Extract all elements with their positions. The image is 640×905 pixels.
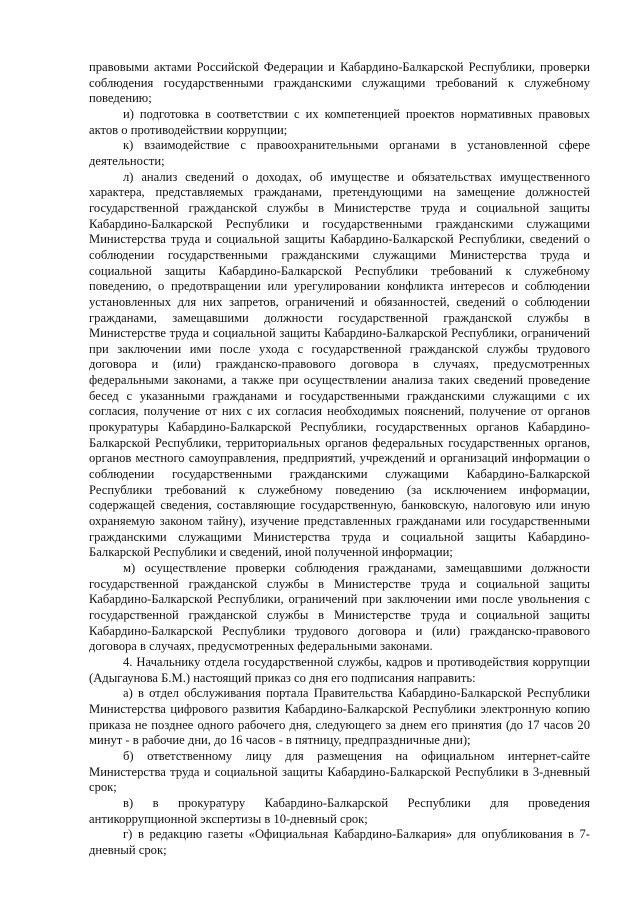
paragraph-item-a: а) в отдел обслуживания портала Правительства Кабардино-Балкарской Республики Министерства цифрового развития Кабардино-Балкарской Республики электронную копию приказа не позднее одного рабочего дня, следующего за днем его принятия (до 17 часов 20 минут - в рабочие дни, до 16 часов - в пятницу, предпраздничные дни);	[89, 686, 590, 748]
paragraph-item-v: в) в прокуратуру Кабардино-Балкарской Республики для проведения антикоррупционной экспертизы в 10-дневный срок;	[89, 795, 590, 826]
paragraph-item-m: м) осуществление проверки соблюдения гражданами, замещавшими должности государственной гражданской службы в Министерстве труда и социальной защиты Кабардино-Балкарской Республики, ограничений при заключении ими после увольнения с государственной гражданской службы в Министерстве труда и социальной защиты Кабардино-Балкарской Республики трудового договора и (или) гражданско-правового договора в случаях, предусмотренных федеральными законами.	[89, 561, 590, 654]
paragraph-item-b: б) ответственному лицу для размещения на официальном интернет-сайте Министерства труда и социальной защиты Кабардино-Балкарской Республики в 3-дневный срок;	[89, 748, 590, 795]
paragraph-item-k: к) взаимодействие с правоохранительными органами в установленной сфере деятельности;	[89, 138, 590, 168]
paragraph-item-l: л) анализ сведений о доходах, об имуществе и обязательствах имущественного характера, представляемых гражданами, претендующими на замещение должностей государственной гражданской службы в Министерстве труда и социальной защиты Кабардино-Балкарской Республики и государственными гражданскими служащими Министерства труда и социальной защиты Кабардино-Балкарской Республики, сведений о соблюдении государственными гражданскими служащими Министерства труда и социальной защиты Кабардино-Балкарской Республики требований к служебному поведению, о предотвращении или урегулировании конфликта интересов и соблюдении установленных для них запретов, ограничений и обязанностей, сведений о соблюдении гражданами, замещавшими должности государственной гражданской службы в Министерстве труда и социальной защиты Кабардино-Балкарской Республики, ограничений при заключении ими после ухода с государственной гражданской службы трудового договора и (или) гражданско-правового договора в случаях, предусмотренных федеральными законами, а также при осуществлении анализа таких сведений проведение бесед с указанными гражданами и государственными гражданскими служащими с их согласия, получение от них с их согласия необходимых пояснений, получение от органов прокуратуры Кабардино-Балкарской Республики, государственных органов Кабардино-Балкарской Республики, территориальных органов федеральных государственных органов, органов местного самоуправления, предприятий, учреждений и организаций информации о соблюдении государственными гражданскими служащими Кабардино-Балкарской Республики требований к служебному поведению (за исключением информации, содержащей сведения, составляющие государственную, банковскую, налоговую или иную охраняемую законом тайну), изучение представленных гражданами или государственными гражданскими служащими Министерства труда и социальной защиты Кабардино-Балкарской Республики и сведений, иной полученной информации;	[89, 169, 590, 560]
paragraph-item-g: г) в редакцию газеты «Официальная Кабардино-Балкария» для опубликования в 7-дневный срок;	[89, 827, 590, 857]
paragraph-continuation: правовыми актами Российской Федерации и Кабардино-Балкарской Республики, проверки соблюдения государственными гражданскими служащими требований к служебному поведению;	[89, 60, 590, 106]
paragraph-section-4: 4. Начальнику отдела государственной службы, кадров и противодействия коррупции (Адыгаунова Б.М.) настоящий приказ со дня его подписания направить:	[89, 654, 590, 685]
paragraph-item-i: и) подготовка в соответствии с их компетенцией проектов нормативных правовых актов о противодействии коррупции;	[89, 106, 590, 137]
